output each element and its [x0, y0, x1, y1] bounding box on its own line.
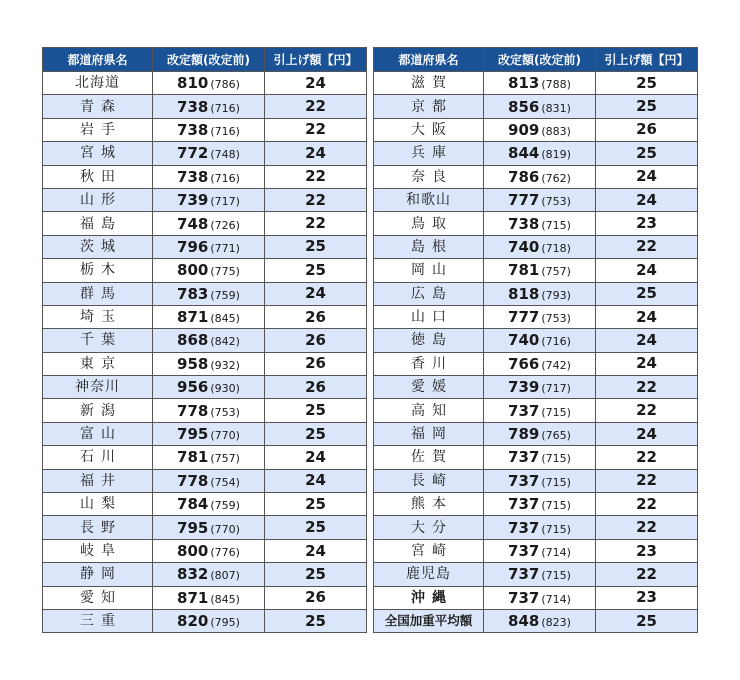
increase-cell: 22 — [596, 376, 698, 399]
increase-cell: 25 — [265, 259, 367, 282]
amount-cell — [484, 72, 596, 95]
increase-cell: 24 — [596, 305, 698, 328]
amount-cell — [153, 586, 265, 609]
prefecture-cell: 鹿児島 — [374, 563, 484, 586]
amount-cell — [153, 95, 265, 118]
previous-amount: (717) — [541, 382, 571, 396]
prefecture-cell: 千葉 — [43, 329, 153, 352]
revised-amount: 737 — [508, 448, 540, 467]
revised-amount: 781 — [508, 261, 540, 280]
table-row — [374, 95, 698, 118]
amount-cell — [153, 118, 265, 141]
amount-cell — [484, 305, 596, 328]
increase-cell: 24 — [265, 142, 367, 165]
revised-amount: 813 — [508, 74, 540, 93]
revised-amount: 772 — [177, 144, 209, 163]
increase-cell: 24 — [596, 352, 698, 375]
previous-amount: (715) — [541, 405, 571, 419]
prefecture-cell: 香川 — [374, 352, 484, 375]
increase-cell: 25 — [265, 422, 367, 445]
table-row — [43, 563, 367, 586]
revised-amount: 737 — [508, 565, 540, 584]
revised-amount: 796 — [177, 237, 209, 256]
prefecture-cell: 長崎 — [374, 469, 484, 492]
header-row — [374, 48, 698, 72]
previous-amount: (748) — [210, 148, 240, 162]
header-amount: 改定額(改定前) — [484, 48, 596, 72]
amount-cell — [153, 142, 265, 165]
prefecture-cell: 岡山 — [374, 259, 484, 282]
previous-amount: (932) — [210, 358, 240, 372]
table-row — [43, 352, 367, 375]
previous-amount: (793) — [541, 288, 571, 302]
prefecture-cell: 東京 — [43, 352, 153, 375]
increase-cell: 22 — [596, 563, 698, 586]
prefecture-cell: 福井 — [43, 469, 153, 492]
amount-cell — [484, 446, 596, 469]
revised-amount: 739 — [177, 191, 209, 210]
amount-cell — [484, 352, 596, 375]
table-row — [374, 516, 698, 539]
table-row — [374, 305, 698, 328]
amount-cell — [484, 235, 596, 258]
table-row — [43, 376, 367, 399]
increase-cell: 22 — [596, 516, 698, 539]
increase-cell: 24 — [265, 282, 367, 305]
increase-cell: 25 — [265, 493, 367, 516]
previous-amount: (754) — [210, 475, 240, 489]
prefecture-cell: 島根 — [374, 235, 484, 258]
previous-amount: (776) — [210, 546, 240, 559]
table-row — [43, 188, 367, 211]
revised-amount: 868 — [177, 331, 209, 350]
revised-amount: 738 — [508, 214, 540, 233]
revised-amount: 777 — [508, 191, 540, 210]
table-row — [374, 118, 698, 141]
amount-cell — [484, 118, 596, 141]
previous-amount: (716) — [210, 101, 240, 115]
revised-amount: 737 — [508, 542, 540, 560]
amount-cell — [153, 516, 265, 539]
prefecture-cell: 山梨 — [43, 493, 153, 516]
table-row — [374, 282, 698, 305]
revised-amount: 958 — [177, 354, 209, 373]
amount-cell — [153, 539, 265, 562]
previous-amount: (757) — [210, 452, 240, 466]
revised-amount: 856 — [508, 97, 540, 116]
amount-cell — [484, 586, 596, 609]
header-amount: 改定額(改定前) — [153, 48, 265, 72]
wage-table-right — [373, 47, 698, 633]
table-row — [374, 446, 698, 469]
prefecture-cell: 秋田 — [43, 165, 153, 188]
increase-cell: 24 — [265, 539, 367, 562]
previous-amount: (831) — [541, 101, 571, 115]
increase-cell: 26 — [265, 376, 367, 399]
revised-amount: 740 — [508, 237, 540, 256]
revised-amount: 789 — [508, 425, 540, 444]
increase-cell: 25 — [596, 609, 698, 632]
previous-amount: (715) — [541, 452, 571, 466]
revised-amount: 738 — [177, 167, 209, 186]
increase-cell: 23 — [596, 586, 698, 609]
revised-amount: 795 — [177, 425, 209, 444]
revised-amount: 737 — [508, 518, 540, 537]
previous-amount: (930) — [210, 382, 240, 396]
revised-amount: 737 — [508, 588, 540, 607]
table-row — [374, 259, 698, 282]
prefecture-cell: 山口 — [374, 305, 484, 328]
revised-amount: 956 — [177, 378, 209, 397]
table-row — [43, 422, 367, 445]
table-row — [43, 516, 367, 539]
amount-cell — [153, 235, 265, 258]
previous-amount: (726) — [210, 218, 240, 232]
prefecture-cell: 熊本 — [374, 493, 484, 516]
previous-amount: (715) — [541, 218, 571, 232]
amount-cell — [484, 95, 596, 118]
prefecture-cell: 全国加重平均額 — [374, 609, 484, 632]
revised-amount: 738 — [177, 120, 209, 139]
increase-cell: 25 — [265, 399, 367, 422]
previous-amount: (845) — [210, 312, 240, 326]
revised-amount: 800 — [177, 261, 209, 280]
amount-cell — [153, 329, 265, 352]
increase-cell: 25 — [596, 72, 698, 95]
amount-cell — [153, 469, 265, 492]
amount-cell — [484, 516, 596, 539]
amount-cell — [484, 539, 596, 562]
prefecture-cell: 和歌山 — [374, 188, 484, 211]
revised-amount: 778 — [177, 471, 209, 490]
table-row — [43, 72, 367, 95]
table-row — [43, 399, 367, 422]
previous-amount: (770) — [210, 522, 240, 536]
table-row — [374, 539, 698, 562]
previous-amount: (823) — [541, 616, 571, 630]
amount-cell — [484, 609, 596, 632]
increase-cell: 22 — [596, 235, 698, 258]
amount-cell — [484, 188, 596, 211]
increase-cell: 22 — [596, 469, 698, 492]
increase-cell: 22 — [596, 399, 698, 422]
previous-amount: (775) — [210, 265, 240, 279]
revised-amount: 781 — [177, 448, 209, 467]
revised-amount: 810 — [177, 74, 209, 93]
amount-cell — [153, 563, 265, 586]
table-row — [43, 95, 367, 118]
table-row — [374, 165, 698, 188]
previous-amount: (786) — [210, 78, 240, 92]
amount-cell — [153, 188, 265, 211]
increase-cell: 25 — [596, 282, 698, 305]
previous-amount: (715) — [541, 475, 571, 489]
increase-cell: 25 — [265, 235, 367, 258]
previous-amount: (714) — [541, 592, 571, 606]
table-row — [374, 469, 698, 492]
revised-amount: 740 — [508, 331, 540, 350]
prefecture-cell: 茨城 — [43, 235, 153, 258]
header-increase: 引上げ額【円】 — [596, 48, 698, 72]
amount-cell — [484, 212, 596, 235]
amount-cell — [484, 469, 596, 492]
previous-amount: (819) — [541, 148, 571, 162]
table-row — [43, 118, 367, 141]
table-row — [374, 352, 698, 375]
previous-amount: (883) — [541, 124, 571, 138]
increase-cell: 25 — [596, 142, 698, 165]
previous-amount: (715) — [541, 499, 571, 513]
prefecture-cell: 福島 — [43, 212, 153, 235]
increase-cell: 24 — [265, 72, 367, 95]
table-row — [43, 469, 367, 492]
previous-amount: (714) — [541, 546, 571, 559]
table-row — [374, 563, 698, 586]
table-row — [43, 305, 367, 328]
amount-cell — [484, 399, 596, 422]
table-row — [374, 609, 698, 632]
header-row — [43, 48, 367, 72]
amount-cell — [153, 399, 265, 422]
table-row — [374, 422, 698, 445]
prefecture-cell: 大阪 — [374, 118, 484, 141]
revised-amount: 818 — [508, 284, 540, 303]
increase-cell: 22 — [265, 165, 367, 188]
prefecture-cell: 広島 — [374, 282, 484, 305]
revised-amount: 766 — [508, 354, 540, 373]
increase-cell: 24 — [596, 259, 698, 282]
prefecture-cell: 新潟 — [43, 399, 153, 422]
revised-amount: 777 — [508, 308, 540, 327]
revised-amount: 778 — [177, 401, 209, 420]
prefecture-cell: 埼玉 — [43, 305, 153, 328]
prefecture-cell: 岩手 — [43, 118, 153, 141]
prefecture-cell: 福岡 — [374, 422, 484, 445]
revised-amount: 738 — [177, 97, 209, 116]
increase-cell: 26 — [265, 352, 367, 375]
prefecture-cell: 石川 — [43, 446, 153, 469]
table-row — [43, 446, 367, 469]
revised-amount: 737 — [508, 495, 540, 514]
previous-amount: (753) — [541, 195, 571, 209]
increase-cell: 22 — [596, 493, 698, 516]
table-row — [43, 609, 367, 632]
previous-amount: (795) — [210, 616, 240, 630]
revised-amount: 848 — [508, 612, 540, 631]
increase-cell: 22 — [265, 188, 367, 211]
revised-amount: 784 — [177, 495, 209, 514]
increase-cell: 25 — [265, 516, 367, 539]
increase-cell: 24 — [596, 165, 698, 188]
previous-amount: (759) — [210, 499, 240, 513]
table-row — [43, 212, 367, 235]
previous-amount: (753) — [541, 312, 571, 326]
table-row — [374, 212, 698, 235]
amount-cell — [153, 72, 265, 95]
revised-amount: 820 — [177, 612, 209, 631]
increase-cell: 23 — [596, 212, 698, 235]
increase-cell: 22 — [596, 446, 698, 469]
prefecture-cell: 愛媛 — [374, 376, 484, 399]
amount-cell — [484, 165, 596, 188]
table-row — [374, 235, 698, 258]
table-row — [374, 399, 698, 422]
amount-cell — [153, 165, 265, 188]
prefecture-cell: 三重 — [43, 609, 153, 632]
amount-cell — [153, 446, 265, 469]
previous-amount: (788) — [541, 78, 571, 92]
prefecture-cell: 北海道 — [43, 72, 153, 95]
previous-amount: (716) — [210, 171, 240, 185]
amount-cell — [153, 493, 265, 516]
table-row — [43, 235, 367, 258]
prefecture-cell: 鳥取 — [374, 212, 484, 235]
table-row — [43, 539, 367, 562]
table-row — [374, 142, 698, 165]
wage-table-left — [42, 47, 367, 633]
increase-cell: 24 — [596, 188, 698, 211]
increase-cell: 24 — [596, 329, 698, 352]
prefecture-cell: 山形 — [43, 188, 153, 211]
table-row — [43, 586, 367, 609]
table-row — [374, 72, 698, 95]
header-prefecture: 都道府県名 — [374, 48, 484, 72]
revised-amount: 783 — [177, 284, 209, 303]
prefecture-cell: 富山 — [43, 422, 153, 445]
increase-cell: 26 — [265, 305, 367, 328]
prefecture-cell: 佐賀 — [374, 446, 484, 469]
previous-amount: (718) — [541, 241, 571, 255]
prefecture-cell: 栃木 — [43, 259, 153, 282]
previous-amount: (842) — [210, 335, 240, 349]
previous-amount: (765) — [541, 429, 571, 443]
increase-cell: 25 — [596, 95, 698, 118]
prefecture-cell: 青森 — [43, 95, 153, 118]
previous-amount: (770) — [210, 429, 240, 443]
increase-cell: 26 — [265, 329, 367, 352]
amount-cell — [484, 376, 596, 399]
increase-cell: 22 — [265, 95, 367, 118]
previous-amount: (757) — [541, 265, 571, 279]
table-row — [43, 282, 367, 305]
increase-cell: 25 — [265, 609, 367, 632]
amount-cell — [484, 329, 596, 352]
amount-cell — [153, 422, 265, 445]
table-row — [43, 142, 367, 165]
previous-amount: (771) — [210, 241, 240, 255]
table-row — [374, 188, 698, 211]
amount-cell — [153, 282, 265, 305]
prefecture-cell: 京都 — [374, 95, 484, 118]
increase-cell: 24 — [265, 446, 367, 469]
amount-cell — [153, 305, 265, 328]
revised-amount: 737 — [508, 401, 540, 420]
revised-amount: 832 — [177, 565, 209, 584]
previous-amount: (845) — [210, 592, 240, 606]
table-row — [374, 493, 698, 516]
table-row — [43, 493, 367, 516]
increase-cell: 26 — [265, 586, 367, 609]
revised-amount: 737 — [508, 471, 540, 490]
prefecture-cell: 神奈川 — [43, 376, 153, 399]
previous-amount: (762) — [541, 171, 571, 185]
prefecture-cell: 静岡 — [43, 563, 153, 586]
amount-cell — [484, 493, 596, 516]
revised-amount: 909 — [508, 120, 540, 139]
amount-cell — [153, 212, 265, 235]
table-row — [43, 165, 367, 188]
revised-amount: 748 — [177, 214, 209, 233]
increase-cell: 22 — [265, 118, 367, 141]
prefecture-cell: 兵庫 — [374, 142, 484, 165]
revised-amount: 786 — [508, 167, 540, 186]
amount-cell — [484, 282, 596, 305]
revised-amount: 844 — [508, 144, 540, 163]
amount-cell — [153, 609, 265, 632]
previous-amount: (715) — [541, 522, 571, 536]
increase-cell: 23 — [596, 539, 698, 562]
previous-amount: (716) — [210, 124, 240, 138]
table-row — [43, 329, 367, 352]
prefecture-cell: 沖縄 — [374, 586, 484, 609]
prefecture-cell: 群馬 — [43, 282, 153, 305]
previous-amount: (716) — [541, 335, 571, 349]
prefecture-cell: 奈良 — [374, 165, 484, 188]
increase-cell: 25 — [265, 563, 367, 586]
revised-amount: 739 — [508, 378, 540, 397]
revised-amount: 871 — [177, 308, 209, 327]
increase-cell: 24 — [596, 422, 698, 445]
prefecture-cell: 宮城 — [43, 142, 153, 165]
prefecture-cell: 高知 — [374, 399, 484, 422]
header-increase: 引上げ額【円】 — [265, 48, 367, 72]
revised-amount: 871 — [177, 588, 209, 607]
table-row — [374, 329, 698, 352]
revised-amount: 795 — [177, 518, 209, 537]
prefecture-cell: 岐阜 — [43, 539, 153, 562]
amount-cell — [153, 259, 265, 282]
amount-cell — [484, 422, 596, 445]
increase-cell: 24 — [265, 469, 367, 492]
amount-cell — [484, 259, 596, 282]
amount-cell — [153, 376, 265, 399]
table-row — [374, 376, 698, 399]
table-row — [43, 259, 367, 282]
prefecture-cell: 長野 — [43, 516, 153, 539]
prefecture-cell: 宮崎 — [374, 539, 484, 562]
amount-cell — [153, 352, 265, 375]
previous-amount: (753) — [210, 405, 240, 419]
amount-cell — [484, 142, 596, 165]
previous-amount: (759) — [210, 288, 240, 302]
prefecture-cell: 大分 — [374, 516, 484, 539]
prefecture-cell: 滋賀 — [374, 72, 484, 95]
prefecture-cell: 徳島 — [374, 329, 484, 352]
revised-amount: 800 — [177, 542, 209, 560]
previous-amount: (715) — [541, 569, 571, 583]
previous-amount: (807) — [210, 569, 240, 583]
increase-cell: 22 — [265, 212, 367, 235]
increase-cell: 26 — [596, 118, 698, 141]
previous-amount: (717) — [210, 195, 240, 209]
header-prefecture: 都道府県名 — [43, 48, 153, 72]
previous-amount: (742) — [541, 358, 571, 372]
amount-cell — [484, 563, 596, 586]
prefecture-cell: 愛知 — [43, 586, 153, 609]
table-row — [374, 586, 698, 609]
